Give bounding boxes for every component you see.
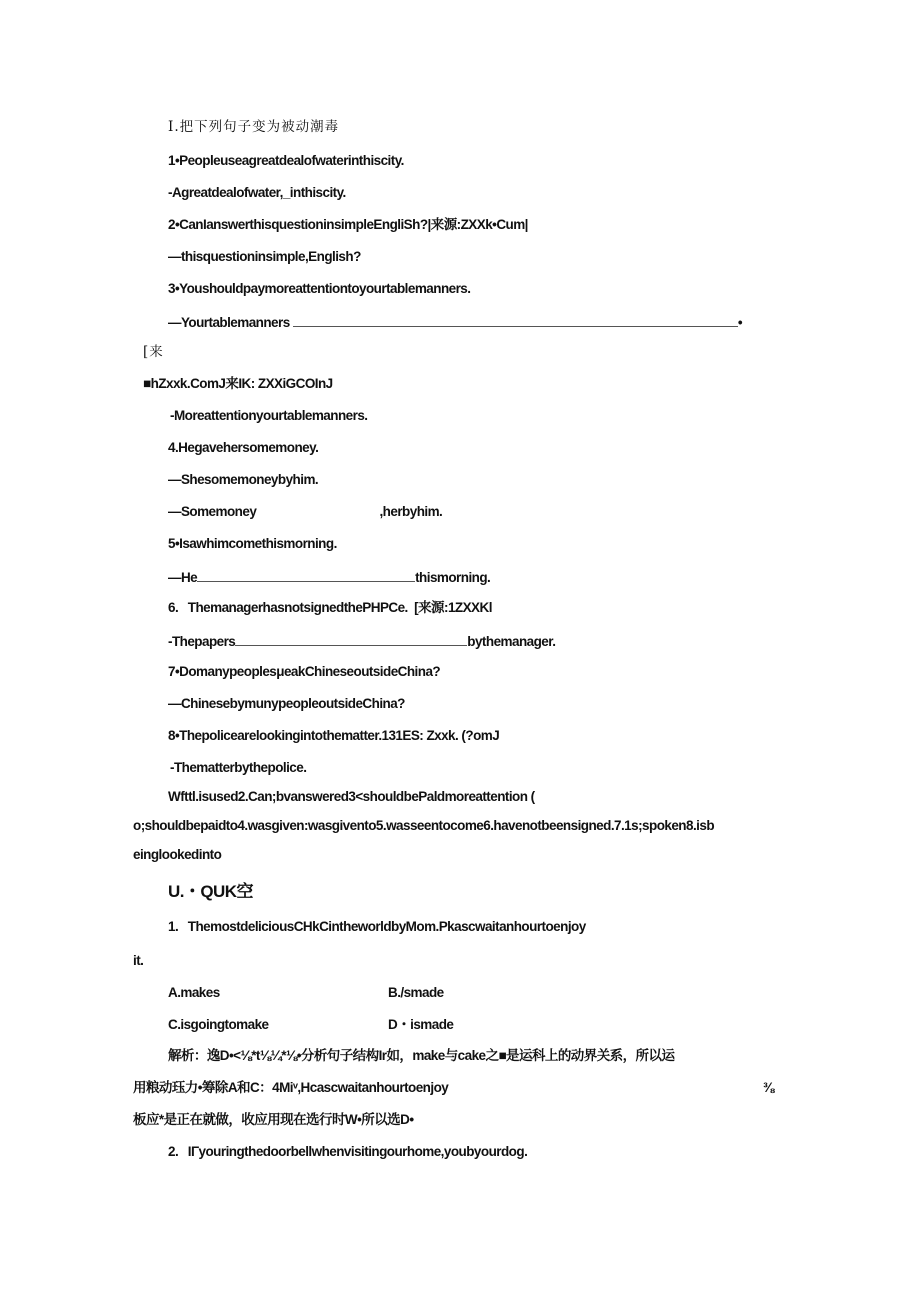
line-text: • [737, 315, 743, 330]
line-text: —He [168, 570, 198, 585]
question-line: 3•Youshouldpaymoreattentiontoyourtablemanners. [168, 281, 471, 296]
answer-key-line: Wfttl.isused2.Can;bvanswered3<shouldbePaldmoreattention ( [168, 789, 535, 804]
answer-key-line: o;shouldbepaidto4.wasgiven:wasgivento5.wasseentocome6.havenotbeensigned.7.1s;spoken8.isb [133, 818, 715, 833]
question-line [168, 503, 442, 521]
option-b: B./smade [388, 985, 444, 1000]
option-c: C.isgoingtomake [168, 1017, 269, 1032]
question-line [168, 567, 490, 587]
analysis-line: 解析：逸D•<⅛*t⅛¼*⅛•分析句子结构Ir如，make与cake之■是运科上的动界关系，所以运 [168, 1048, 675, 1063]
question-line: 8•Thepolicearelookingintothematter.131ES: Zxxk. (?omJ [168, 728, 500, 743]
question-line: 6. ThemanagerhasnotsignedthePHPCe. [来源:1ZXXKl [168, 600, 492, 615]
question-line: -Agreatdealofwater,_inthiscity. [168, 185, 346, 200]
question-line: 7•DomanypeoplesμeakChineseoutsideChina? [168, 664, 441, 679]
option-d: D・ismade [388, 1017, 454, 1032]
line-text: -Thepapers [168, 634, 236, 649]
question-line: 4.Hegavehersomemoney. [168, 440, 319, 455]
line-text: —Yourtablemanners [168, 315, 290, 330]
line-text: thismorning. [415, 570, 491, 585]
source-note: [来 [143, 344, 164, 360]
answer-blank[interactable] [293, 312, 738, 327]
question-line: -Thematterbythepolice. [170, 760, 307, 775]
section1-title [168, 118, 339, 136]
question-line [168, 631, 555, 651]
question-line [168, 312, 742, 332]
question-stem-cont: it. [133, 953, 144, 968]
analysis-line: 用粮动珏力•筹除A和C：4Miᵛ,Hcascwaitanhourtoenjoy [133, 1080, 449, 1095]
question-line: 1•Peopleuseagreatdealofwaterinthiscity. [168, 153, 404, 168]
analysis-fraction: ⅜ [763, 1080, 774, 1095]
analysis-line: 板应*是正在就做，收应用现在选行时W•所以选D• [133, 1112, 414, 1127]
question-line: 5•Isawhimcomethismorning. [168, 536, 337, 551]
question-line: -Moreattentionyourtablemanners. [170, 408, 368, 423]
question-line: —ChinesebymunypeopleoutsideChina? [168, 696, 405, 711]
section2-title: U.・QUK空 [168, 882, 253, 901]
line-text: ,herbyhim. [379, 504, 443, 519]
question-line: —Shesomemoneybyhim. [168, 472, 319, 487]
answer-blank[interactable] [197, 567, 415, 582]
question-line: 2•CanIanswerthisquestioninsimpleEngliSh?|来源:ZXXk•Cum| [168, 217, 528, 232]
question-stem: 2. IΓyouringthedoorbellwhenvisitingourhome,youbyourdog. [168, 1144, 528, 1159]
line-text: —Somemoney [168, 504, 257, 519]
question-stem: 1. ThemostdeliciousCHkCintheworldbyMom.Pkascwaitanhourtoenjoy [168, 919, 586, 934]
answer-key-line: einglookedinto [133, 847, 222, 862]
section1-title-text: Ⅰ.把下列句子变为被动潮毒 [168, 119, 340, 135]
line-text: bythemanager. [467, 634, 556, 649]
answer-blank[interactable] [235, 631, 467, 646]
question-line: —thisquestioninsimple,English? [168, 249, 361, 264]
source-note: ■hZxxk.ComJ来IK: ZXXiGCOInJ [143, 376, 333, 391]
option-a: A.makes [168, 985, 220, 1000]
